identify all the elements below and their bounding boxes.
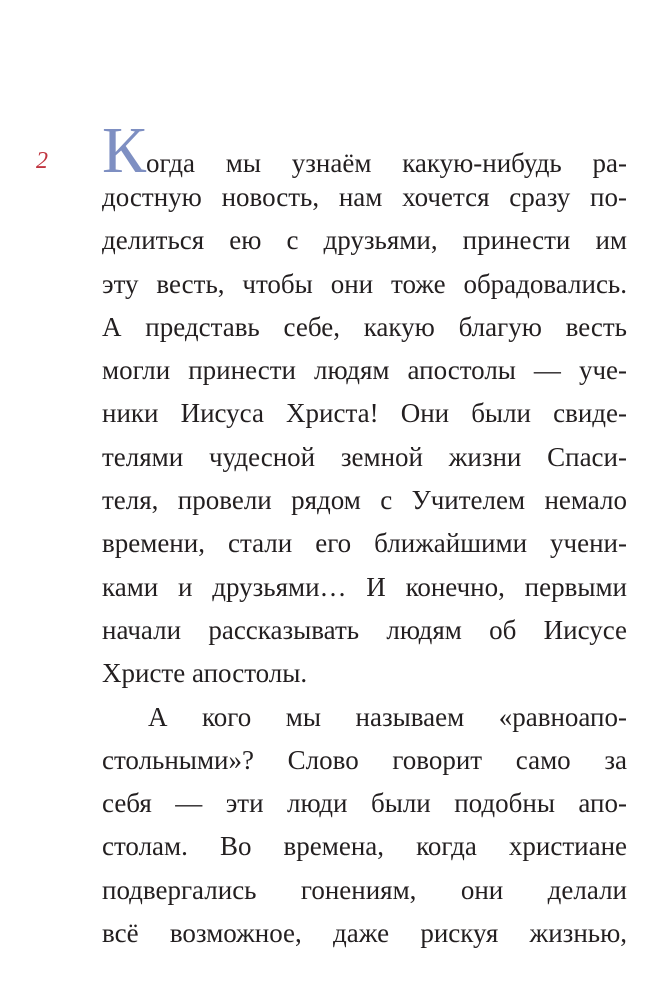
drop-cap: К — [102, 114, 147, 187]
text-line: эту весть, чтобы они тоже обрадовались. — [102, 268, 627, 299]
text-line: А представь себе, какую благую весть — [102, 311, 627, 342]
text-line: делиться ею с друзьями, принести им — [102, 225, 627, 256]
text-line: начали рассказывать людям об Иисусе — [102, 614, 627, 645]
text-line: стольными»? Слово говорит само за — [102, 744, 627, 775]
text-line: всё возможное, даже рискуя жизнью, — [102, 918, 627, 949]
text-line: достную новость, нам хочется сразу по- — [102, 182, 627, 212]
text-line: ками и друзьями… И конечно, первыми — [102, 571, 627, 602]
text-line — [102, 114, 627, 187]
text-line: подвергались гонениям, они делали — [102, 874, 627, 905]
text-line: себя — эти люди были подобны апо- — [102, 788, 627, 819]
text-line: ники Иисуса Христа! Они были свиде- — [102, 398, 627, 429]
text-line: А кого мы называем «равноапо- — [148, 701, 627, 732]
page-number: 2 — [36, 148, 48, 174]
text-line: телями чудесной земной жизни Спаси- — [102, 441, 627, 472]
text-line: столам. Во времена, когда христиане — [102, 831, 627, 862]
text-line: теля, провели рядом с Учителем немало — [102, 485, 627, 516]
text-line: могли принести людям апостолы — уче- — [102, 355, 627, 386]
text-line-content: огда мы узнаём какую-нибудь ра- — [146, 148, 627, 178]
text-line: времени, стали его ближайшими учени- — [102, 528, 627, 559]
text-line: Христе апостолы. — [102, 658, 308, 689]
body-text — [102, 114, 627, 955]
